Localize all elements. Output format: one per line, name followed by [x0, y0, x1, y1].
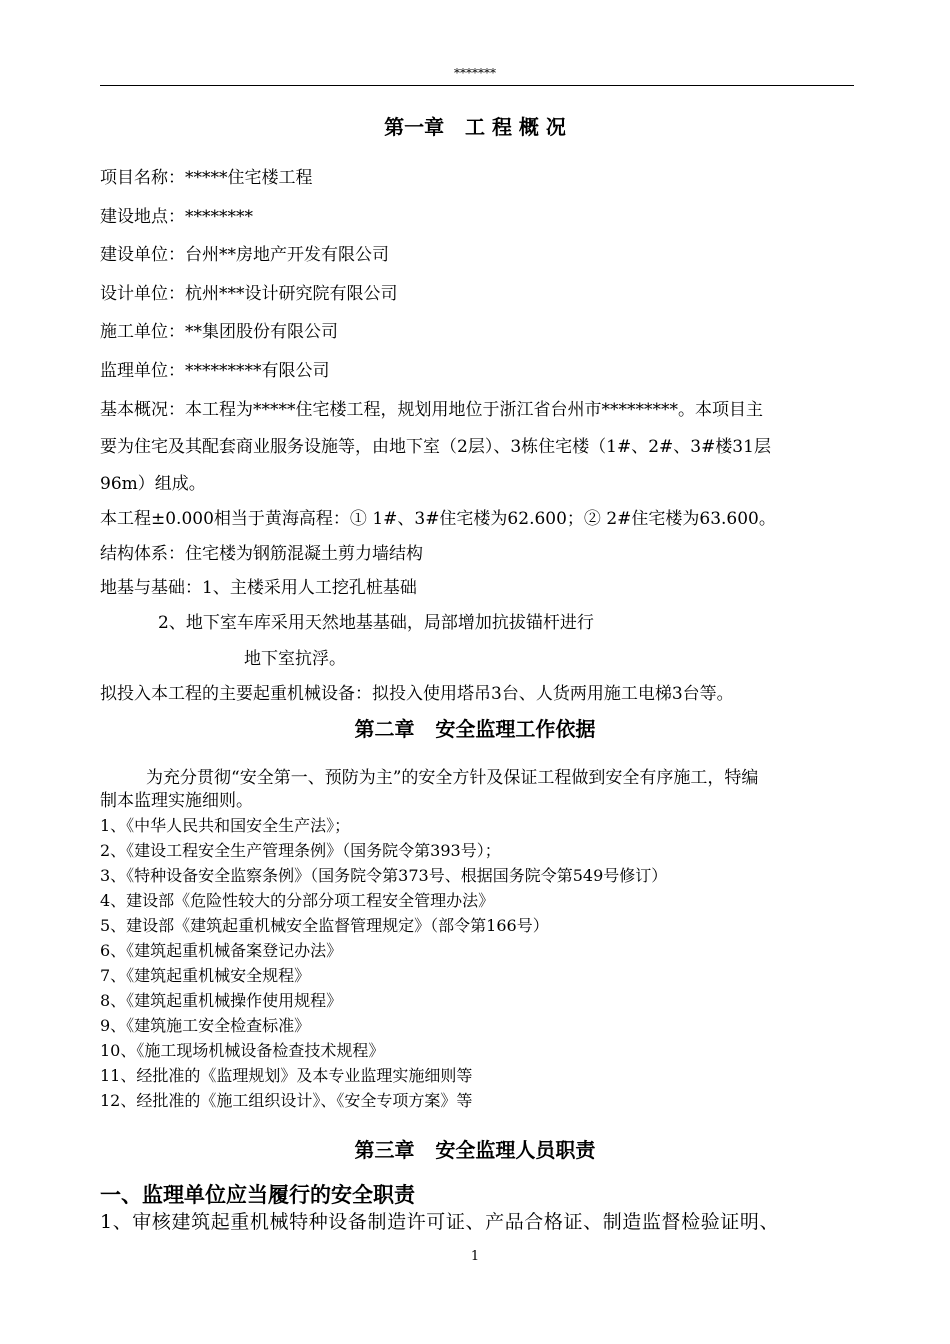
overview-line: 基本概况：本工程为*****住宅楼工程，规划用地位于浙江省台州市*********。本项目主: [100, 400, 763, 420]
foundation-line: 2、地下室车库采用天然地基基础，局部增加抗拔锚杆进行: [158, 613, 594, 633]
basis-item: 6、《建筑起重机械备案登记办法》: [100, 941, 343, 960]
page-number: 1: [470, 1249, 480, 1264]
chapter2-title: 第二章 安全监理工作依据: [354, 717, 596, 741]
overview-line: 要为住宅及其配套商业服务设施等，由地下室（2层）、3栋住宅楼（1#、2#、3#楼31层: [100, 437, 771, 457]
duty-item: 1、审核建筑起重机械特种设备制造许可证、产品合格证、制造监督检验证明、: [100, 1211, 780, 1233]
basis-item: 12、经批准的《施工组织设计》、《安全专项方案》等: [100, 1091, 473, 1110]
elevation-note: 本工程±0.000相当于黄海高程：① 1#、3#住宅楼为62.600；② 2#住宅楼为63.600。: [100, 509, 776, 529]
chapter3-title: 第三章 安全监理人员职责: [354, 1138, 596, 1162]
construction-unit: 建设单位：台州**房地产开发有限公司: [100, 245, 389, 265]
basis-item: 2、《建设工程安全生产管理条例》（国务院令第393号）；: [100, 841, 501, 860]
section-title: 一、监理单位应当履行的安全职责: [100, 1182, 415, 1207]
foundation-line: 地下室抗浮。: [244, 649, 346, 669]
structure-system: 结构体系：住宅楼为钢筋混凝土剪力墙结构: [100, 544, 423, 564]
basis-item: 4、建设部《危险性较大的分部分项工程安全管理办法》: [100, 891, 495, 910]
basis-item: 7、《建筑起重机械安全规程》: [100, 966, 311, 985]
basis-item: 3、《特种设备安全监察条例》（国务院令第373号、根据国务院令第549号修订）: [100, 866, 668, 885]
intro-line: 制本监理实施细则。: [100, 791, 253, 811]
intro-line: 为充分贯彻“安全第一、预防为主”的安全方针及保证工程做到安全有序施工，特编: [146, 768, 759, 788]
header-divider: [100, 85, 854, 86]
project-location: 建设地点：********: [100, 207, 253, 227]
basis-item: 11、经批准的《监理规划》及本专业监理实施细则等: [100, 1066, 473, 1085]
basis-item: 9、《建筑施工安全检查标准》: [100, 1016, 311, 1035]
supervision-unit: 监理单位：*********有限公司: [100, 361, 330, 381]
basis-item: 1、《中华人民共和国安全生产法》；: [100, 816, 351, 835]
basis-item: 8、《建筑起重机械操作使用规程》: [100, 991, 343, 1010]
design-unit: 设计单位：杭州***设计研究院有限公司: [100, 284, 398, 304]
page-header: *******: [454, 66, 496, 80]
foundation-line: 地基与基础：1、主楼采用人工挖孔桩基础: [100, 578, 417, 598]
contractor-unit: 施工单位：**集团股份有限公司: [100, 322, 338, 342]
chapter1-title: 第一章 工 程 概 况: [384, 115, 566, 139]
equipment-note: 拟投入本工程的主要起重机械设备：拟投入使用塔吊3台、人货两用施工电梯3台等。: [100, 684, 734, 704]
overview-line: 96m）组成。: [100, 474, 206, 494]
project-name: 项目名称：*****住宅楼工程: [100, 168, 313, 188]
basis-item: 5、建设部《建筑起重机械安全监督管理规定》（部令第166号）: [100, 916, 549, 935]
basis-item: 10、《施工现场机械设备检查技术规程》: [100, 1041, 385, 1060]
